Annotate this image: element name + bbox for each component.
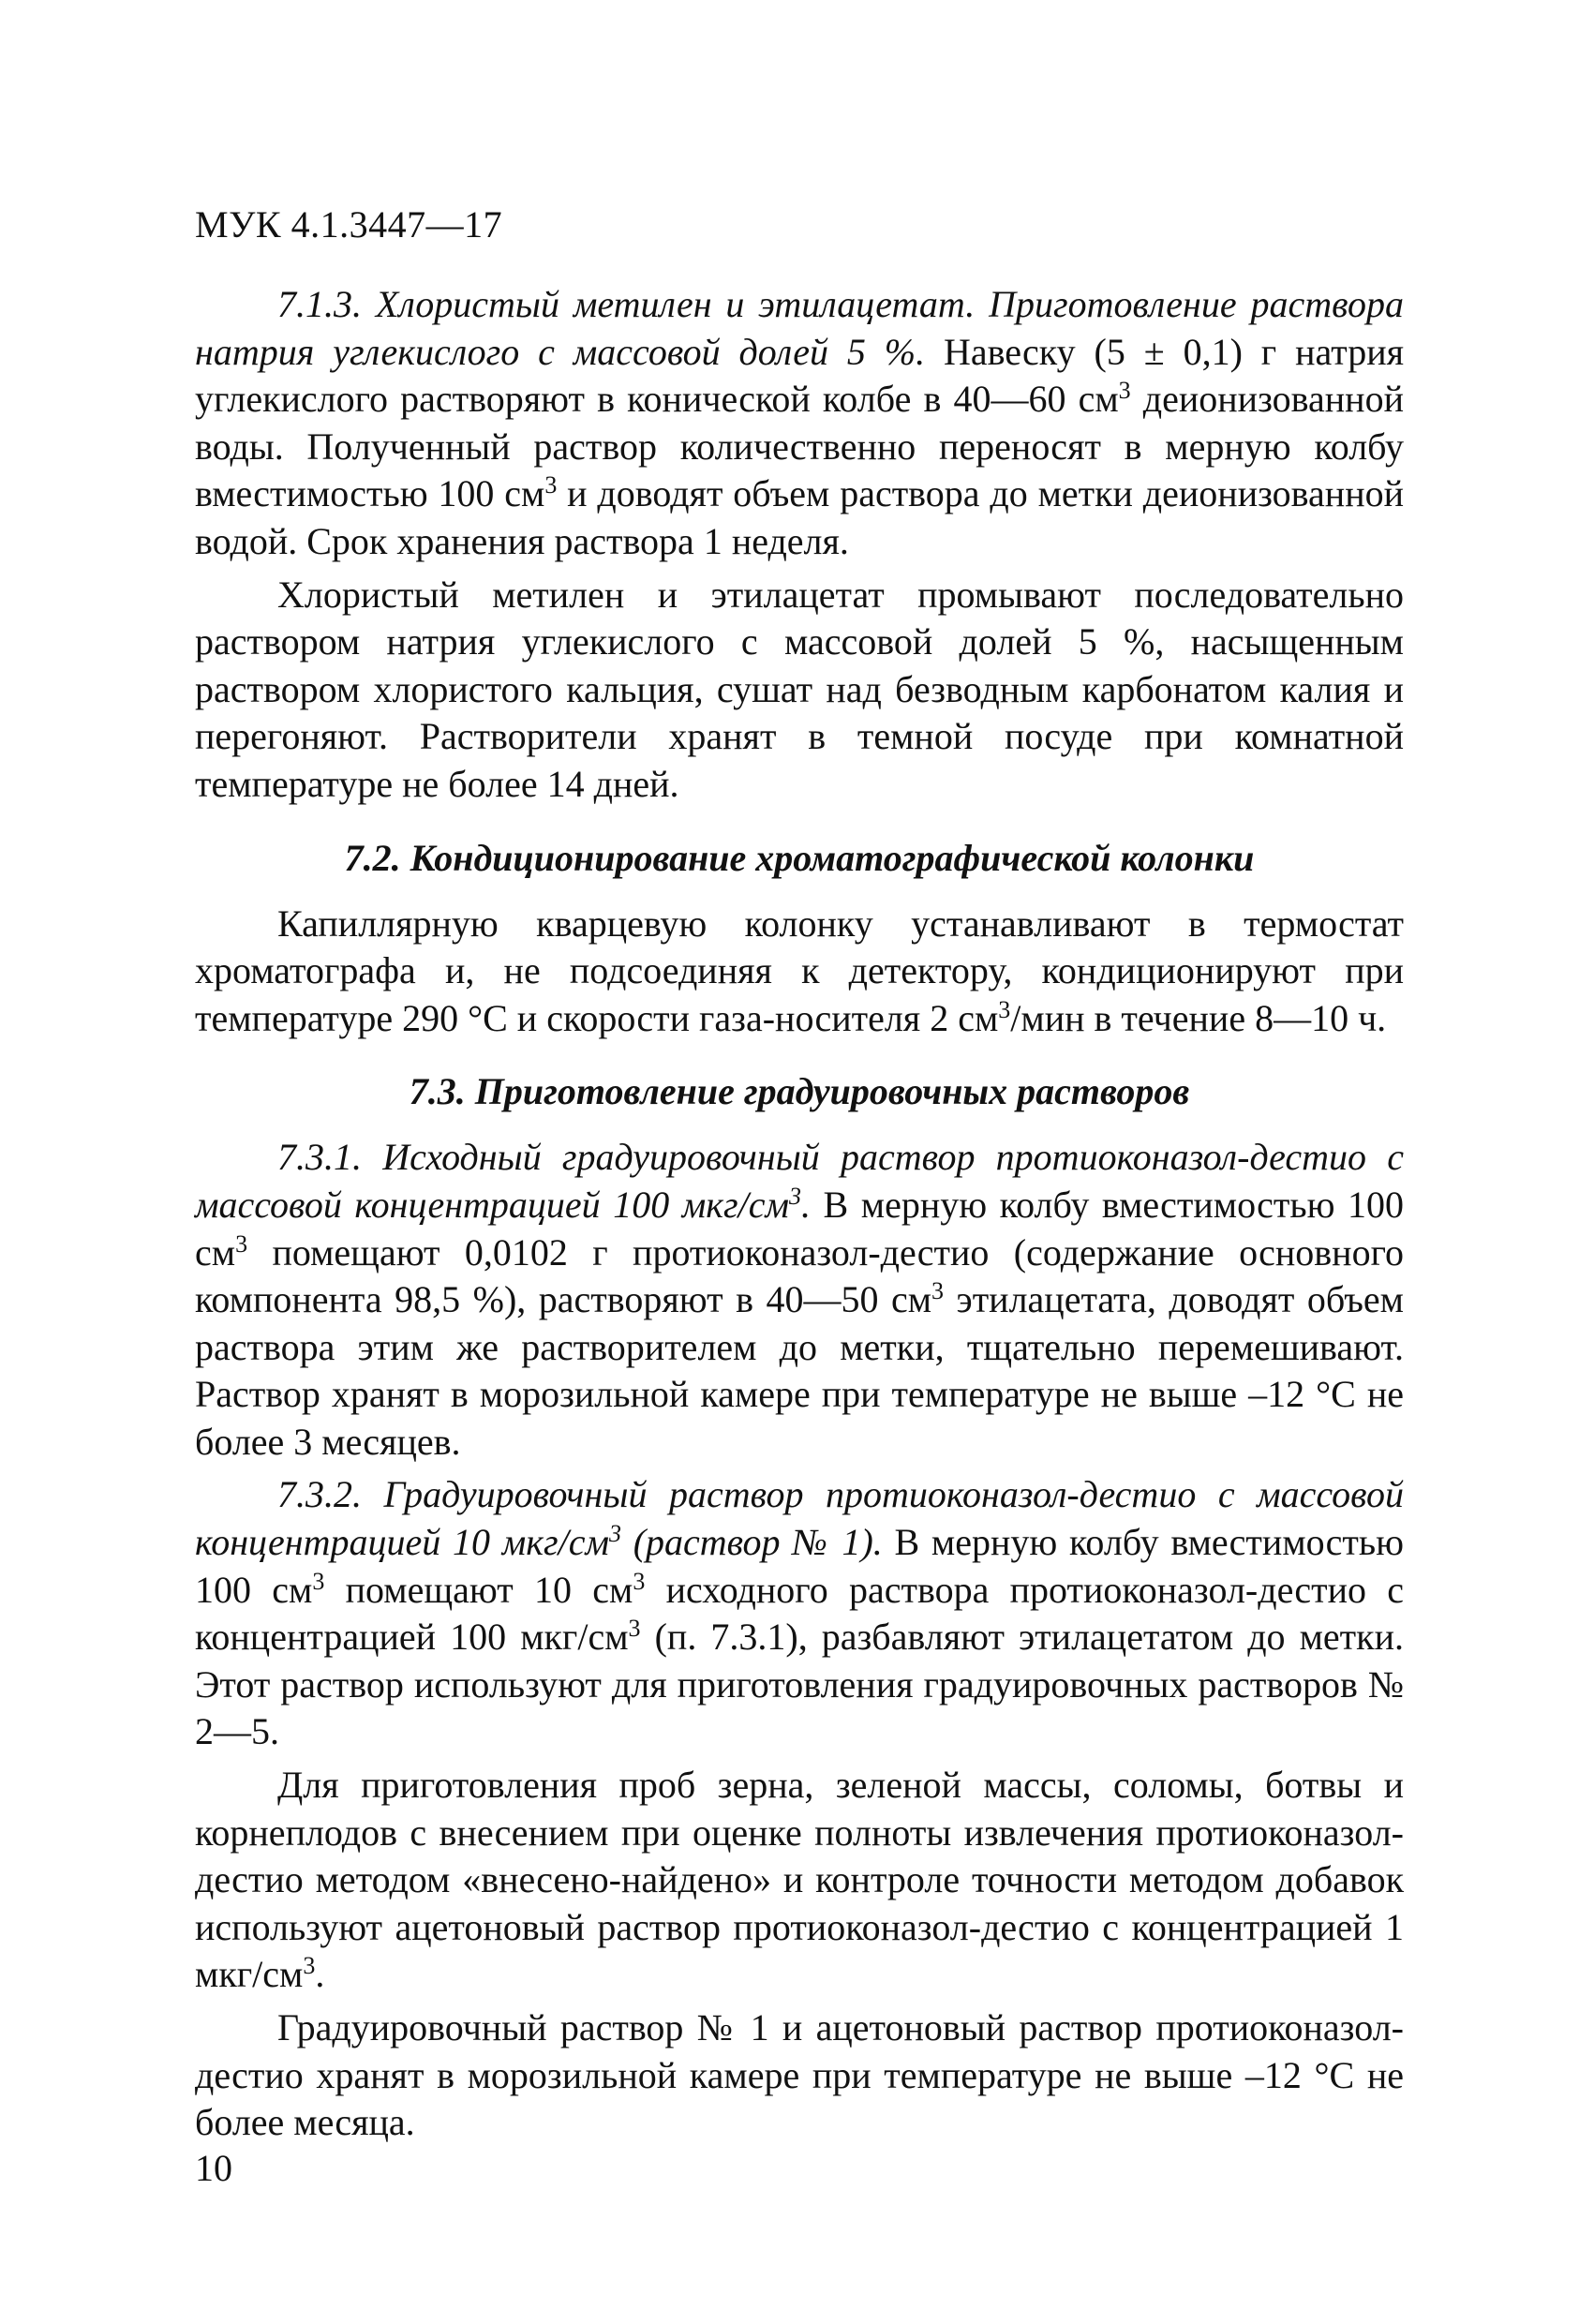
section-7-2-heading: 7.2. Кондиционирование хроматографической колонки [344, 836, 1255, 879]
p1-text-3: и доводят объем раствора до метки деионизованной водой. Срок хранения раствора 1 неделя. [195, 472, 1405, 562]
superscript: 3 [312, 1567, 325, 1595]
superscript: 3 [628, 1615, 641, 1643]
p5-text-3: исходного раствора протиоконазол-дестио с концентрацией 100 мкг/см [195, 1568, 1404, 1659]
superscript: 3 [608, 1520, 621, 1548]
p4-title-1: 7.3.1. Исходный градуировочный раствор протиоконазол-дестио с массовой концентрацией 100 мкг/см [195, 1136, 1404, 1226]
p5-title-1: 7.3.2. Градуировочный раствор протиоконазол-дестио с массовой концентрацией 10 мкг/см [195, 1473, 1404, 1564]
superscript: 3 [998, 995, 1011, 1023]
paragraph-7-1-3 [195, 281, 1404, 566]
p5-text-4: (п. 7.3.1), разбавляют этилацетатом до метки. Этот раствор используют для приготовления градуировочных растворов № 2—5. [195, 1616, 1405, 1753]
document-body [195, 281, 1404, 2153]
section-7-1-3-title: 7.1.3. Хлористый метилен и этилацетат. Приготовление раствора натрия углекислого с массовой долей 5 %. [195, 283, 1404, 373]
p1-text-2: деионизованной воды. Полученный раствор количественно переносят в мерную колбу вместимостью 100 см [195, 378, 1404, 515]
p6-text-1: Для приготовления проб зерна, зеленой массы, соломы, ботвы и корнеплодов с внесением при оценке полноты извлечения протиоконазол-дестио методом «внесено-найдено» и контроле точности методом добавок используют ацетоновый раствор протиоконазол-дестио с концентрацией 1 мкг/см [195, 1764, 1404, 1996]
paragraph-solvents: Хлористый метилен и этилацетат промывают последовательно раствором натрия углекислого с массовой долей 5 %, насыщенным раствором хлористого кальция, сушат над безводным карбонатом калия и перегоняют. Растворители хранят в темной посуде при комнатной температуре не более 14 дней. [195, 573, 1404, 805]
superscript: 3 [303, 1952, 316, 1980]
p5-text-1: В мерную колбу вместимостью 100 см [195, 1521, 1404, 1611]
p4-text-3: этилацетата, доводят объем раствора этим же растворителем до метки, тщательно перемешивают. Раствор хранят в морозильной камере при температуре не выше –12 °С не более 3 месяцев. [195, 1278, 1404, 1463]
superscript: 3 [633, 1567, 646, 1595]
paragraph-sample-prep [195, 1762, 1404, 1999]
p4-title-2: . [801, 1183, 812, 1226]
p5-text-2: помещают 10 см [324, 1568, 633, 1611]
p4-text-2: помещают 0,0102 г протиоконазол-дестио (содержание основного компонента 98,5 %), растворяют в 40—50 см [195, 1230, 1404, 1321]
p4-text-1: В мерную колбу вместимостью 100 см [195, 1183, 1404, 1274]
page-number: 10 [195, 2147, 232, 2189]
p5-title-2: (раствор № 1). [620, 1521, 883, 1564]
p3-text-1: Капиллярную кварцевую колонку устанавливают в термостат хроматографа и, не подсоединяя к детектору, кондиционируют при температуре 290 °С и скорости газа-носителя 2 см [195, 901, 1404, 1039]
section-7-3-heading: 7.3. Приготовление градуировочных растворов [409, 1070, 1190, 1113]
superscript: 3 [931, 1277, 945, 1305]
superscript: 3 [544, 471, 558, 499]
paragraph-7-3-1 [195, 1134, 1404, 1466]
p1-text-1: Навеску (5 ± 0,1) г натрия углекислого растворяют в конической колбе в 40—60 см [195, 330, 1404, 421]
p3-text-2: /мин в течение 8—10 ч. [1010, 996, 1387, 1039]
p6-text-2: . [315, 1953, 325, 1996]
paragraph-storage: Градуировочный раствор № 1 и ацетоновый раствор протиоконазол-дестио хранят в морозильной камере при температуре не выше –12 °С не более месяца. [195, 2006, 1404, 2144]
superscript: 3 [789, 1182, 802, 1210]
superscript: 3 [1118, 377, 1131, 405]
paragraph-7-3-2 [195, 1471, 1404, 1756]
document-header: МУК 4.1.3447—17 [195, 203, 503, 246]
superscript: 3 [235, 1229, 248, 1258]
paragraph-7-2 [195, 901, 1404, 1043]
